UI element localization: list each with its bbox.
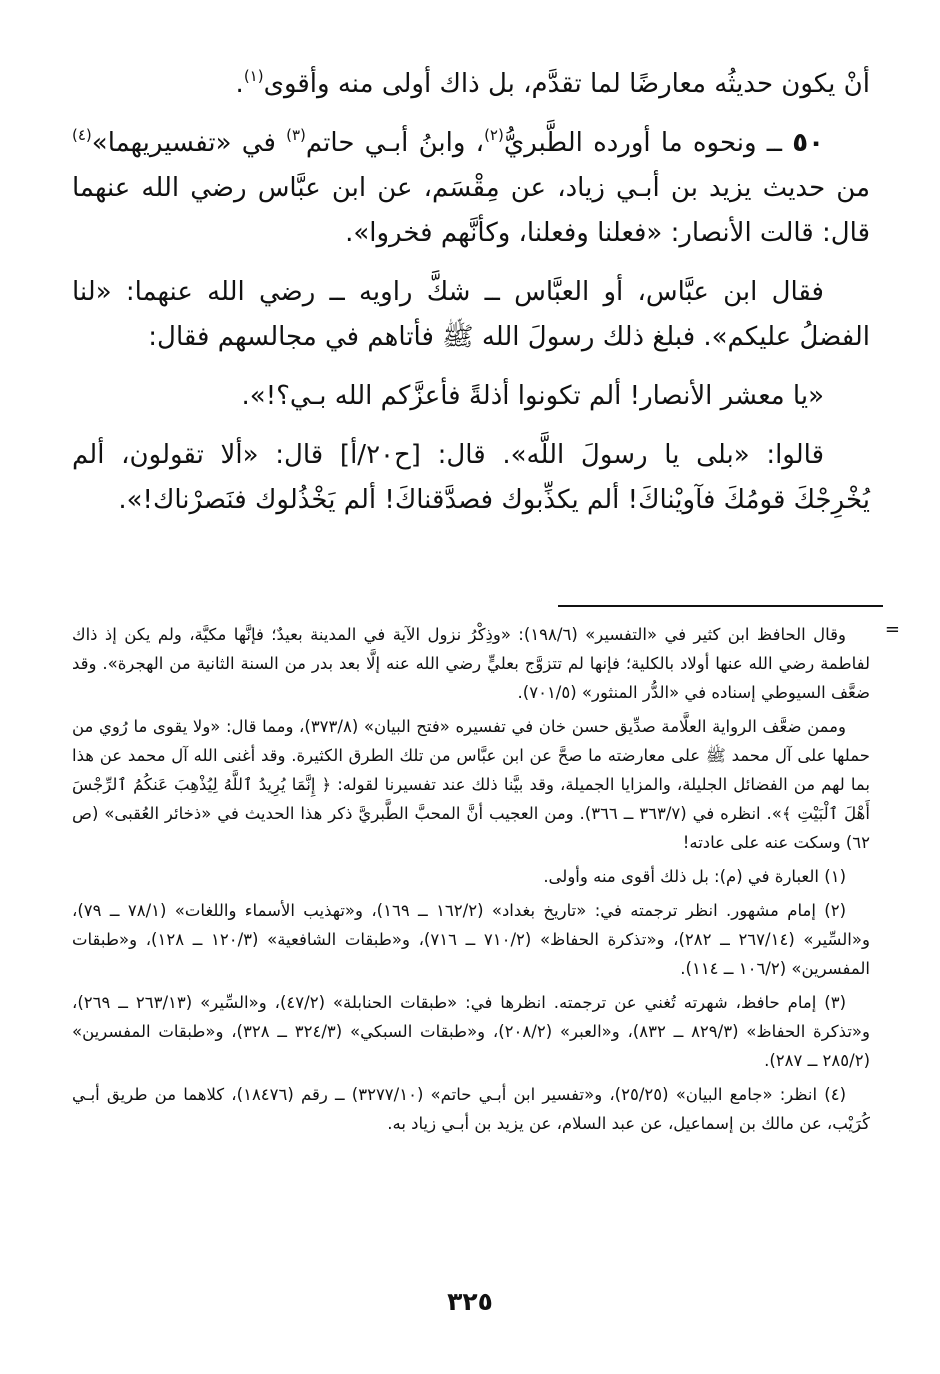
paragraph-text: ــ ونحوه ما أورده الطَّبريُّ [503, 128, 793, 158]
footnote-continued-1: وقال الحافظ ابن كثير في «التفسير» (١٩٨/٦): «وذِكْرُ نزول الآية في المدينة بعيدٌ؛ فإنَّها مكيَّة، ولم يكن إذ ذاك لفاطمة رضي الله عنها أولاد بالكلية؛ فإنها لم تتزوَّج بعليٍّ رضي الله عنه إلَّا بعد بدر من السنة الثانية من الهجرة». وقد ضعَّف السيوطي إسناده في «الدُّر المنثور» (٧٠١/٥). [72, 625, 870, 702]
paragraph-hadith-50 [72, 121, 870, 256]
page-number: ٣٢٥ [447, 1287, 493, 1316]
footnote-ref-3[interactable]: (٣) [286, 126, 306, 144]
footnote-3: (٣) إمام حافظ، شهرته تُغني عن ترجمته. انظرها في: «طبقات الحنابلة» (٤٧/٢)، و«السِّير» (٢٦٣/١٣ ــ ٢٦٩)، و«تذكرة الحفاظ» (٨٢٩/٣ ــ ٨٣٢)، و«العبر» (٢٠٨/٢)، و«طبقات السبكي» (٣٢٤/٣ ــ ٣٢٨)، و«طبقات المفسرين» (٢٨٥/٢ ــ ٢٨٧). [72, 993, 870, 1070]
paragraph-text: أنْ يكون حديثُه معارضًا لما تقدَّم، بل ذاك أولى منه وأقوى [263, 69, 870, 99]
hadith-number: ٥٠ [792, 128, 824, 158]
footnote-ref-4[interactable]: (٤) [72, 126, 92, 144]
footnotes [72, 620, 870, 1143]
paragraph-opening [72, 62, 870, 107]
footnote-separator [558, 605, 883, 607]
main-text [72, 62, 870, 537]
footnote-1: (١) العبارة في (م): بل ذلك أقوى منه وأولى. [543, 867, 846, 886]
footnote-ref-1[interactable]: (١) [243, 67, 264, 85]
footnote-4: (٤) انظر: «جامع البيان» (٢٥/٢٥)، و«تفسير ابن أبـي حاتم» (٣٢٧٧/١٠) ــ رقم (١٨٤٧٦)، كلاهما من طريق أبـي كُرَيْب، عن مالك بن إسماعيل، عن عبد السلام، عن يزيد بن أبـي زياد به. [72, 1085, 870, 1133]
paragraph-text: ، وابنُ أبـي حاتم [305, 128, 485, 158]
paragraph-text: من حديث يزيد بن أبـي زياد، عن مِقْسَم، عن ابن عبَّاس رضي الله عنهما قال: قالت الأنصار: «فعلنا وفعلنا، وكأنَّهم فخروا». [72, 173, 870, 248]
footnote-2: (٢) إمام مشهور. انظر ترجمته في: «تاريخ بغداد» (١٦٢/٢ ــ ١٦٩)، و«تهذيب الأسماء واللغات» (٧٨/١ ــ ٧٩)، و«السِّير» (٢٦٧/١٤ ــ ٢٨٢)، و«تذكرة الحفاظ» (٧١٠/٢ ــ ٧١٦)، و«طبقات الشافعية» (١٢٠/٣ ــ ١٢٨)، و«طبقات المفسرين» (١٠٦/٢ ــ ١١٤). [72, 901, 870, 978]
paragraph-prophet-speech: «يا معشر الأنصار! ألم تكونوا أذلةً فأعزَّكم الله بـي؟!». [241, 381, 824, 411]
paragraph-ibn-abbas: فقال ابن عبَّاس، أو العبَّاس ــ شكَّ راويه ــ رضي الله عنهما: «لنا الفضلُ عليكم». فبلغ ذلك رسولَ الله ﷺ فأتاهم في مجالسهم فقال: [72, 277, 870, 352]
paragraph-ansar-reply: قالوا: «بلى يا رسولَ اللَّه». قال: [ح٢٠/أ] قال: «ألا تقولون، ألم يُخْرِجْكَ قومُكَ فآويْناكَ! ألم يكذِّبوك فصدَّقناكَ! ألم يَخْذُلوك فنَصرْناك!». [72, 440, 870, 515]
paragraph-text-end: . [235, 69, 244, 99]
footnote-ref-2[interactable]: (٢) [484, 126, 504, 144]
footnote-continuation-mark: = [884, 619, 900, 640]
paragraph-text: في «تفسيريهما» [91, 128, 287, 158]
footnote-continued-2: وممن ضعَّف الرواية العلَّامة صدِّيق حسن خان في تفسيره «فتح البيان» (٣٧٣/٨)، ومما قال: «ولا يقوى ما رُوي من حملها على آل محمد ﷺ على معارضته ما صحَّ عن ابن عبَّاس من تلك الطرق الكثيرة. وقد أغنى الله آل محمد عن هذا بما لهم من الفضائل الجليلة، والمزايا الجميلة، وقد بيَّنا ذلك عند تفسيرنا لقوله: ﴿ إِنَّمَا يُرِيدُ ٱللَّهُ لِيُذْهِبَ عَنكُمُ ٱلرِّجْسَ أَهْلَ ٱلْبَيْتِ ﴾». انظره في (٣٦٣/٧ ــ ٣٦٦). ومن العجيب أنَّ المحبَّ الطَّبريَّ ذكر هذا الحديث في «ذخائر العُقبى» (ص ٦٢) وسكت عنه على عادته! [72, 717, 870, 852]
